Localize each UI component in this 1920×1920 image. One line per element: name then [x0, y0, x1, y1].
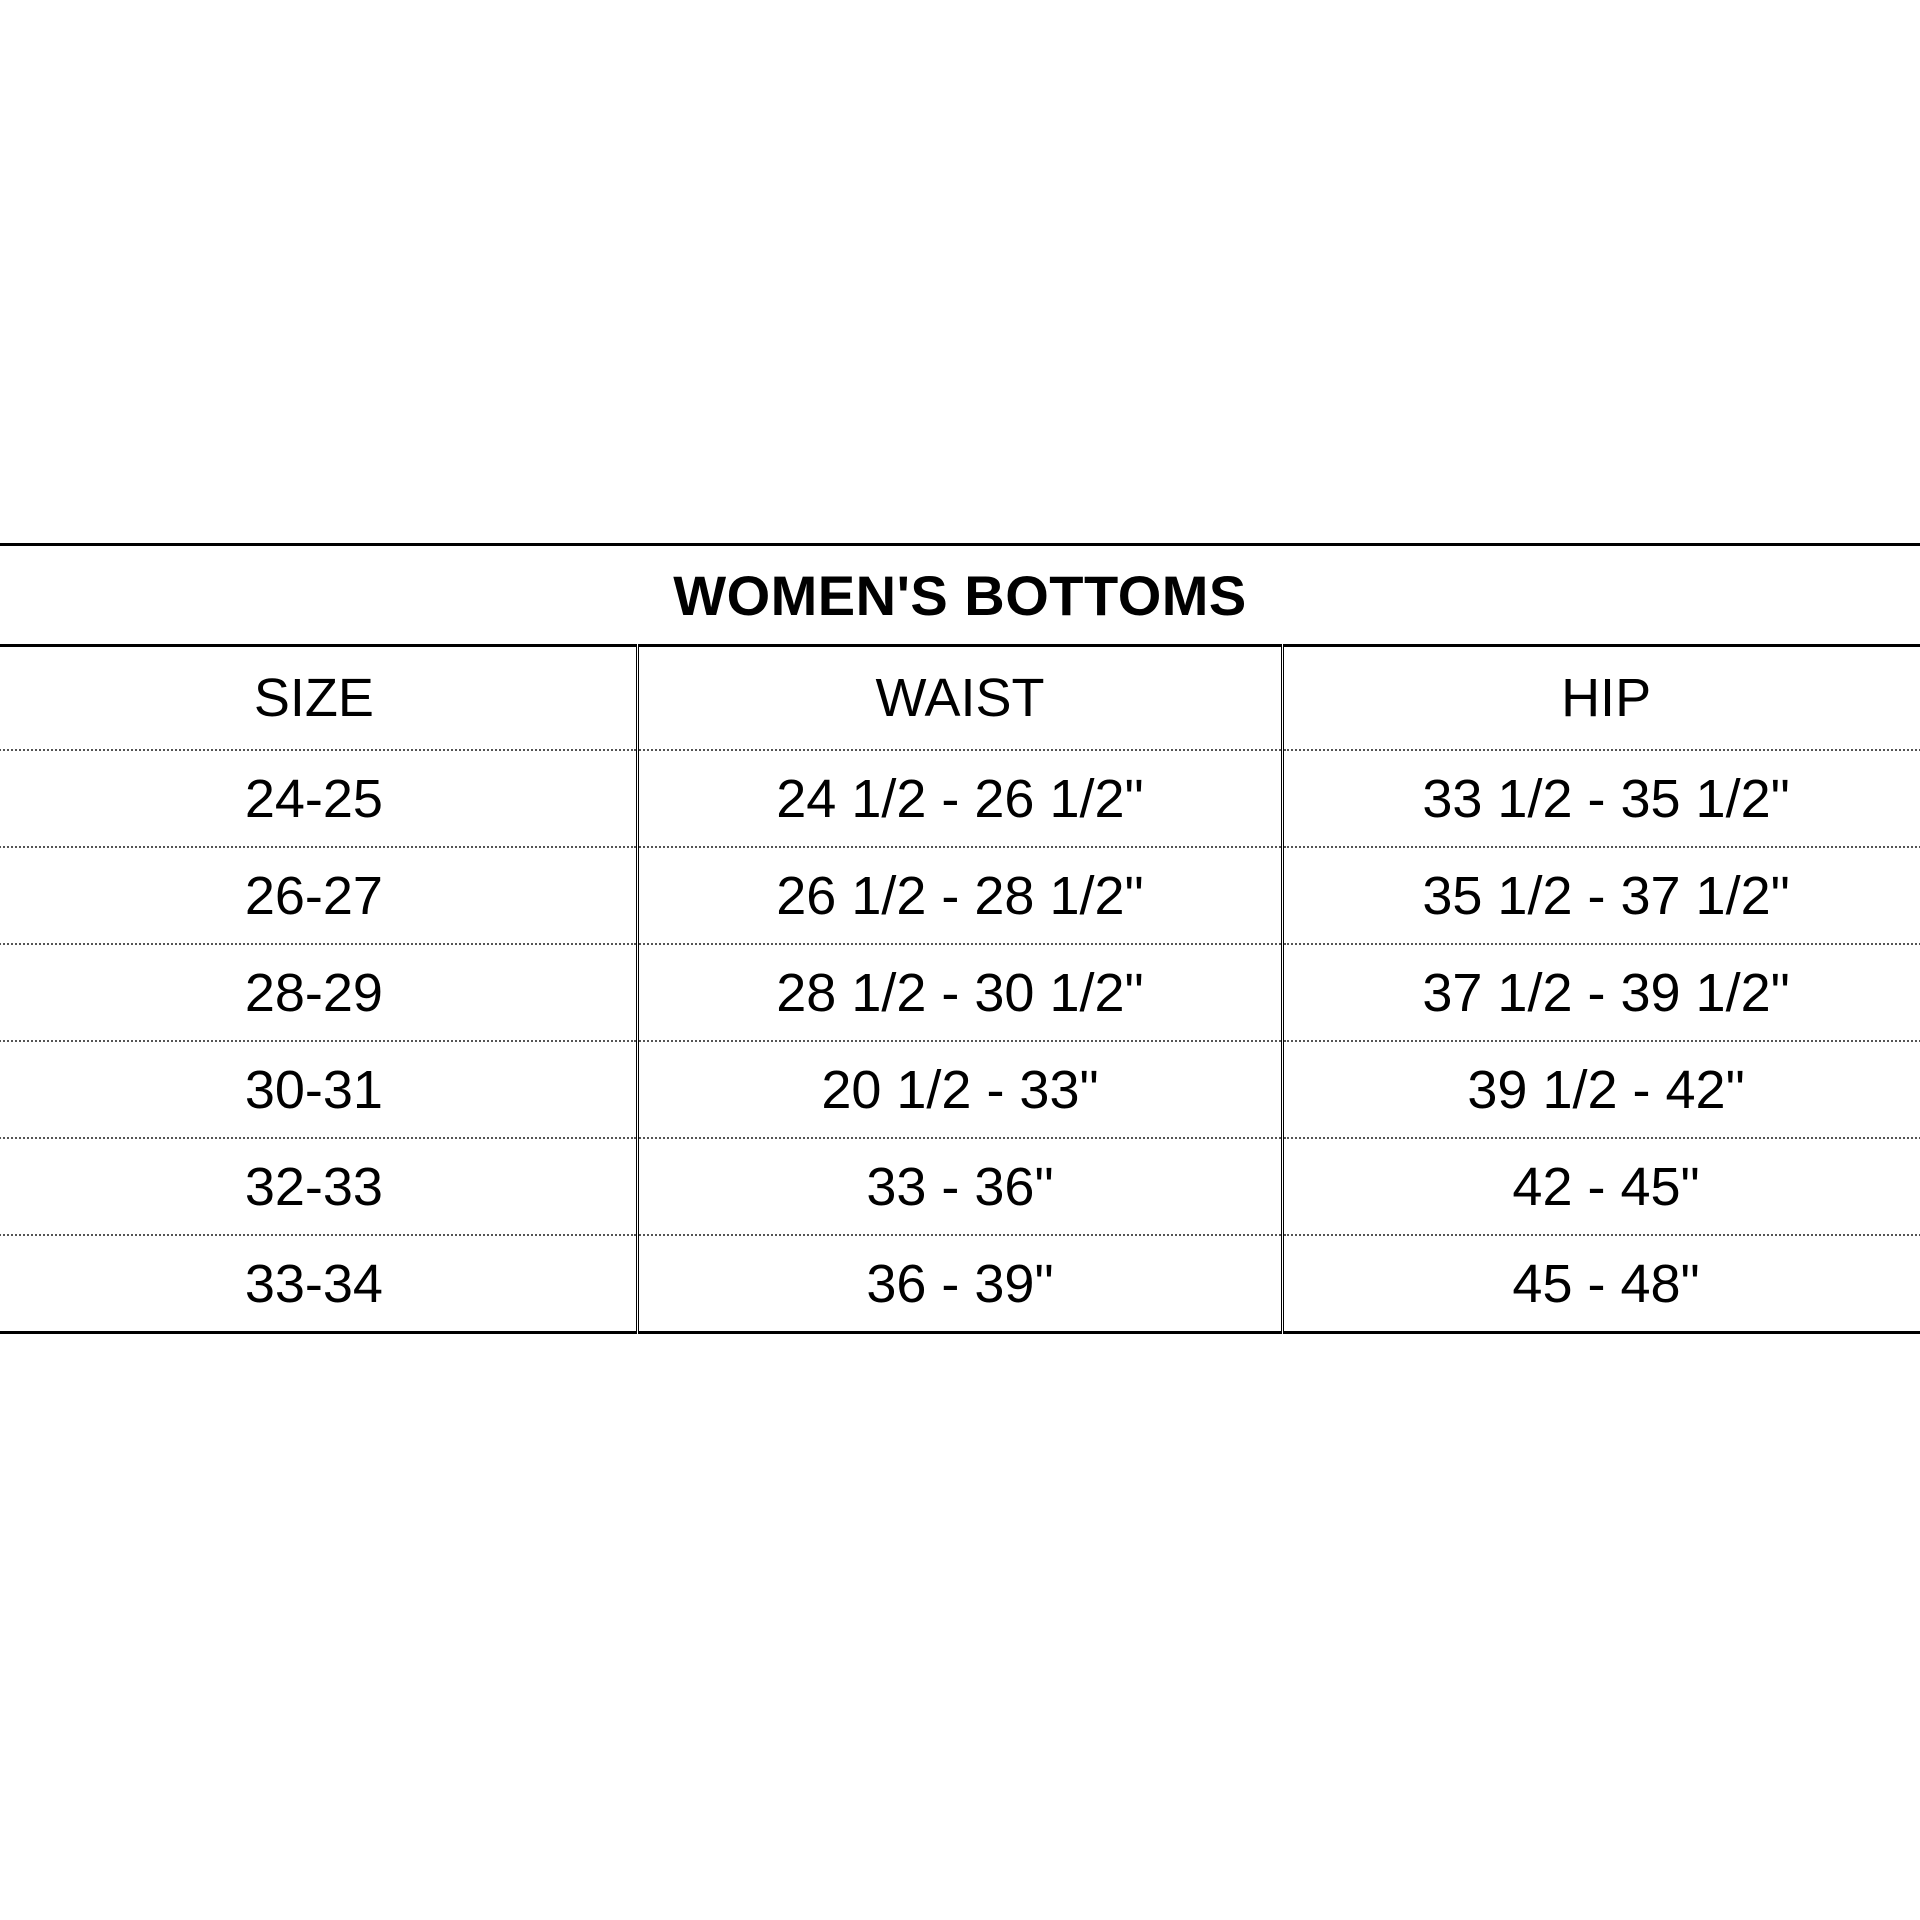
cell-waist: 36 - 39"	[637, 1235, 1282, 1333]
cell-waist: 24 1/2 - 26 1/2"	[637, 750, 1282, 847]
table-row	[0, 1041, 1920, 1138]
cell-size: 28-29	[0, 944, 637, 1041]
cell-waist: 28 1/2 - 30 1/2"	[637, 944, 1282, 1041]
column-header-hip: HIP	[1283, 646, 1920, 751]
table-header-row	[0, 646, 1920, 751]
cell-hip: 33 1/2 - 35 1/2"	[1283, 750, 1920, 847]
cell-size: 32-33	[0, 1138, 637, 1235]
table-title-row	[0, 545, 1920, 646]
size-chart-table	[0, 543, 1920, 1334]
cell-waist: 20 1/2 - 33"	[637, 1041, 1282, 1138]
table-row	[0, 1138, 1920, 1235]
cell-waist: 33 - 36"	[637, 1138, 1282, 1235]
cell-waist: 26 1/2 - 28 1/2"	[637, 847, 1282, 944]
table-row	[0, 750, 1920, 847]
cell-hip: 42 - 45"	[1283, 1138, 1920, 1235]
table-row	[0, 944, 1920, 1041]
column-header-waist: WAIST	[637, 646, 1282, 751]
cell-size: 24-25	[0, 750, 637, 847]
cell-size: 30-31	[0, 1041, 637, 1138]
table-row	[0, 1235, 1920, 1333]
size-chart-container	[0, 543, 1920, 1334]
cell-hip: 35 1/2 - 37 1/2"	[1283, 847, 1920, 944]
cell-hip: 39 1/2 - 42"	[1283, 1041, 1920, 1138]
cell-hip: 45 - 48"	[1283, 1235, 1920, 1333]
cell-hip: 37 1/2 - 39 1/2"	[1283, 944, 1920, 1041]
column-header-size: SIZE	[0, 646, 637, 751]
cell-size: 26-27	[0, 847, 637, 944]
chart-title: WOMEN'S BOTTOMS	[0, 545, 1920, 646]
table-row	[0, 847, 1920, 944]
cell-size: 33-34	[0, 1235, 637, 1333]
